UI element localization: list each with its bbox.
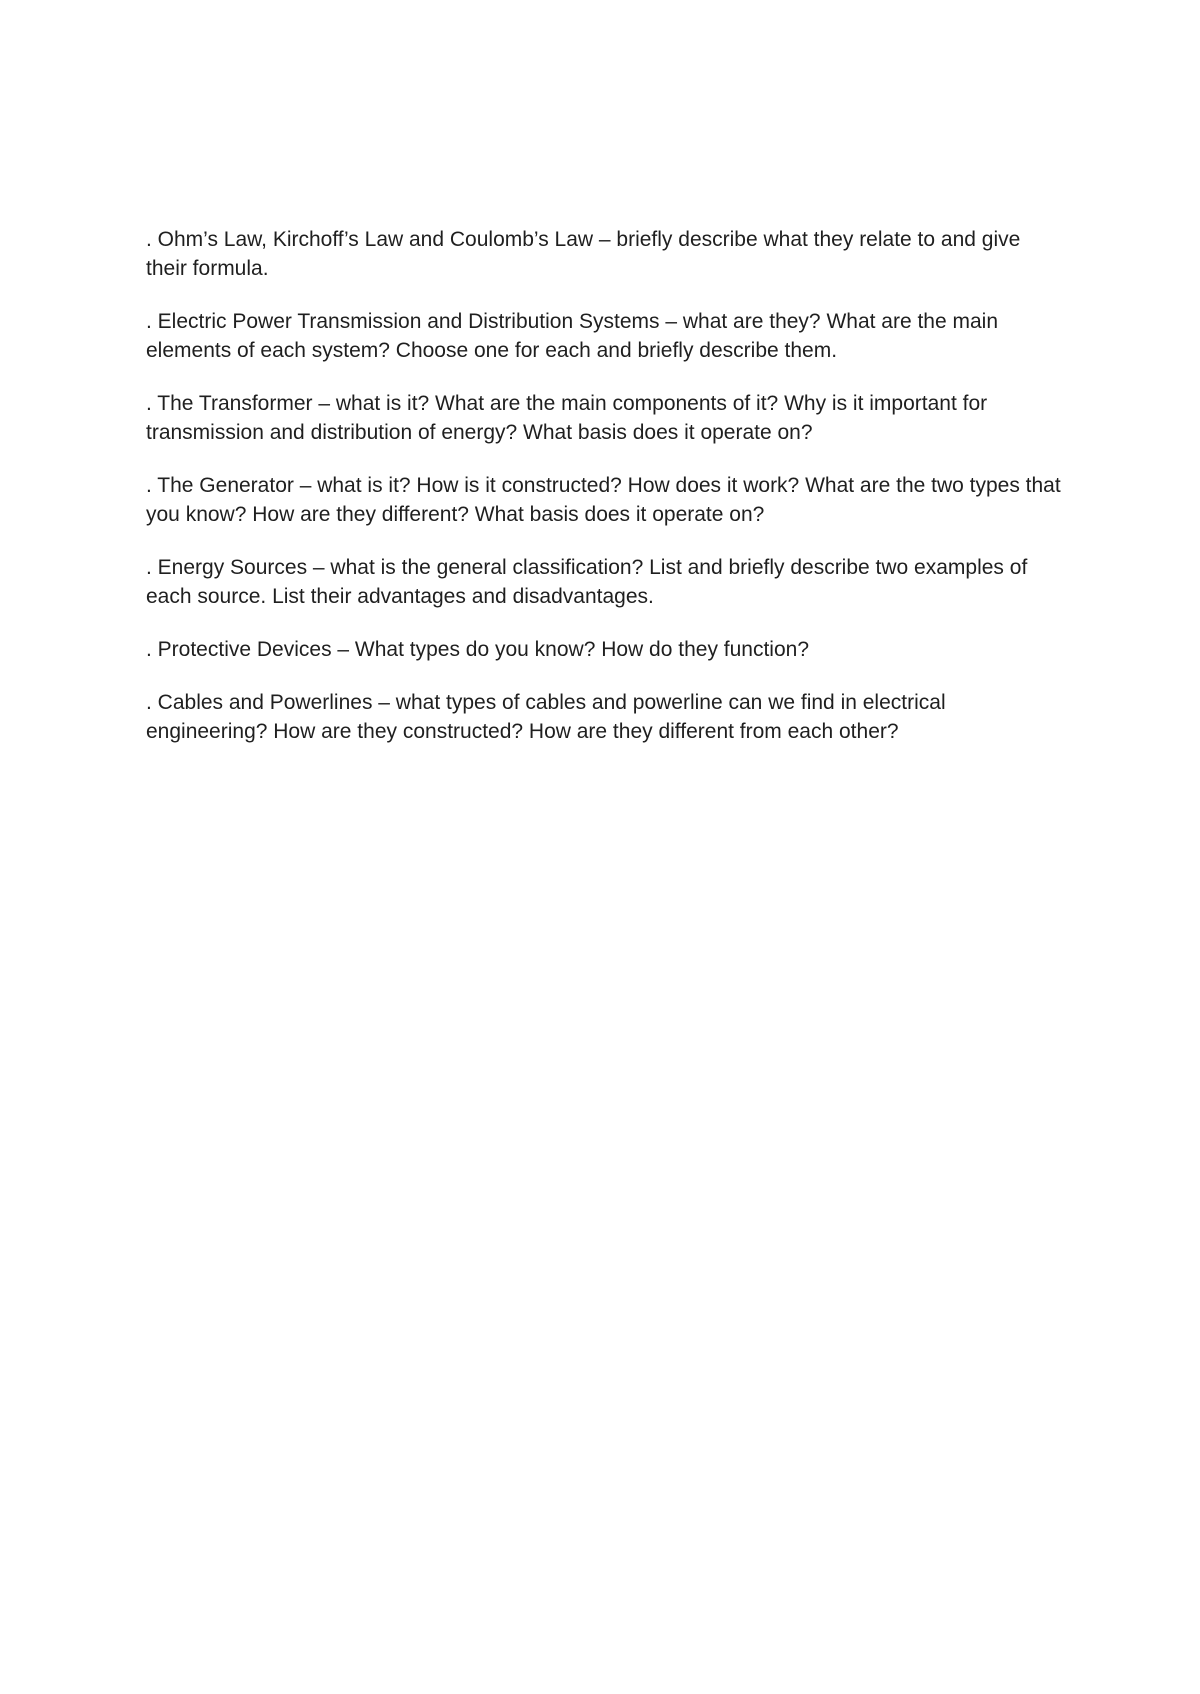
question-cables-powerlines: . Cables and Powerlines – what types of cables and powerline can we find in electrical engineering? How are they constructed? How are they different from each other? <box>146 691 946 743</box>
question-generator: . The Generator – what is it? How is it constructed? How does it work? What are the two types that you know? How are they different? What basis does it operate on? <box>146 474 1061 526</box>
question-transformer: . The Transformer – what is it? What are the main components of it? Why is it important for transmission and distribution of energy? What basis does it operate on? <box>146 392 988 444</box>
question-power-transmission-distribution: . Electric Power Transmission and Distribution Systems – what are they? What are the main elements of each system? Choose one for each and briefly describe them. <box>146 310 999 362</box>
question-protective-devices: . Protective Devices – What types do you know? How do they function? <box>146 638 810 661</box>
question-list <box>146 225 1066 770</box>
question-energy-sources: . Energy Sources – what is the general classification? List and briefly describe two examples of each source. List their advantages and disadvantages. <box>146 556 1028 608</box>
question-ohms-kirchoffs-coulombs-law: . Ohm’s Law, Kirchoff’s Law and Coulomb’s Law – briefly describe what they relate to and give their formula. <box>146 228 1021 280</box>
